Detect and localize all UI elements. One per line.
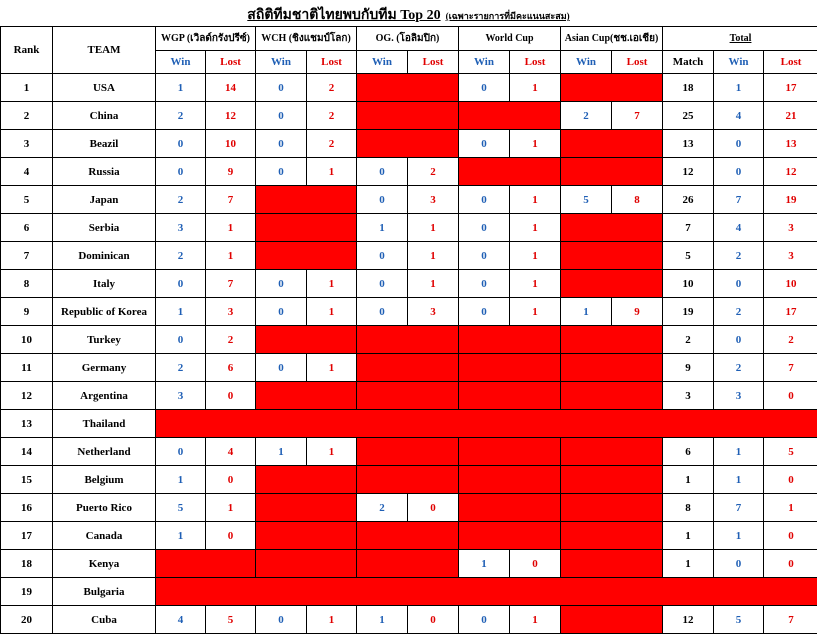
wgp-win-cell: 1 <box>156 522 206 550</box>
wgp-lost-cell: 7 <box>206 186 256 214</box>
team-cell: Russia <box>53 158 156 186</box>
ac-win-cell: 2 <box>561 102 612 130</box>
team-cell: Argentina <box>53 382 156 410</box>
blocked-cell <box>561 74 663 102</box>
wch-win-cell: 1 <box>256 438 307 466</box>
total-match-cell: 3 <box>663 382 714 410</box>
wc-lost-cell: 1 <box>510 242 561 270</box>
table-row <box>1 326 817 354</box>
total-lost-cell: 2 <box>764 326 817 354</box>
team-cell: Belgium <box>53 466 156 494</box>
ac-lost-cell: 7 <box>612 102 663 130</box>
total-lost-cell: 17 <box>764 74 817 102</box>
total-win-cell: 0 <box>714 130 764 158</box>
total-lost-cell: 3 <box>764 214 817 242</box>
table-row <box>1 494 817 522</box>
total-match-cell: 1 <box>663 522 714 550</box>
total-match-cell: 7 <box>663 214 714 242</box>
rank-cell: 9 <box>1 298 53 326</box>
blocked-cell <box>357 522 459 550</box>
blocked-cell <box>459 382 561 410</box>
total-lost-cell: 3 <box>764 242 817 270</box>
total-win-cell: 4 <box>714 102 764 130</box>
total-match-cell: 1 <box>663 550 714 578</box>
blocked-cell <box>561 242 663 270</box>
total-match-cell: 12 <box>663 158 714 186</box>
blocked-cell <box>256 550 357 578</box>
table-row <box>1 270 817 298</box>
ac-win-cell: 1 <box>561 298 612 326</box>
wch-lost-cell: 1 <box>307 606 357 634</box>
blocked-cell <box>357 102 459 130</box>
wc-lost-cell: 1 <box>510 130 561 158</box>
rank-cell: 4 <box>1 158 53 186</box>
og-win-cell: 0 <box>357 298 408 326</box>
wgp-lost-cell: 7 <box>206 270 256 298</box>
wc-win-cell: 1 <box>459 550 510 578</box>
total-lost-cell: 19 <box>764 186 817 214</box>
total-lost-cell: 13 <box>764 130 817 158</box>
blocked-cell <box>561 550 663 578</box>
wgp-win-cell: 1 <box>156 298 206 326</box>
blocked-cell <box>357 326 459 354</box>
blocked-cell <box>357 130 459 158</box>
wgp-lost-cell: 1 <box>206 494 256 522</box>
subheader-lost: Lost <box>206 51 256 74</box>
team-cell: Kenya <box>53 550 156 578</box>
wc-lost-cell: 1 <box>510 214 561 242</box>
rank-cell: 10 <box>1 326 53 354</box>
og-lost-cell: 0 <box>408 606 459 634</box>
total-match-cell: 1 <box>663 466 714 494</box>
total-win-cell: 0 <box>714 158 764 186</box>
og-lost-cell: 3 <box>408 186 459 214</box>
team-cell: Turkey <box>53 326 156 354</box>
og-lost-cell: 1 <box>408 214 459 242</box>
total-match-cell: 5 <box>663 242 714 270</box>
blocked-cell <box>256 214 357 242</box>
wgp-win-cell: 0 <box>156 326 206 354</box>
blocked-cell <box>561 326 663 354</box>
total-win-cell: 7 <box>714 494 764 522</box>
subheader-win: Win <box>156 51 206 74</box>
team-cell: Dominican <box>53 242 156 270</box>
blocked-cell <box>256 242 357 270</box>
team-cell: USA <box>53 74 156 102</box>
team-cell: Japan <box>53 186 156 214</box>
blocked-cell <box>459 158 561 186</box>
total-match-cell: 25 <box>663 102 714 130</box>
wgp-lost-cell: 3 <box>206 298 256 326</box>
blocked-cell <box>459 326 561 354</box>
blocked-cell <box>561 130 663 158</box>
total-win-cell: 0 <box>714 270 764 298</box>
total-win-cell: 2 <box>714 298 764 326</box>
blocked-cell <box>459 522 561 550</box>
wc-lost-cell: 1 <box>510 298 561 326</box>
rank-cell: 14 <box>1 438 53 466</box>
rank-cell: 18 <box>1 550 53 578</box>
wgp-lost-cell: 4 <box>206 438 256 466</box>
wgp-win-cell: 2 <box>156 242 206 270</box>
blocked-cell <box>156 578 817 606</box>
wgp-lost-cell: 0 <box>206 466 256 494</box>
subheader-lost: Lost <box>408 51 459 74</box>
wch-win-cell: 0 <box>256 606 307 634</box>
rank-cell: 13 <box>1 410 53 438</box>
table-row <box>1 354 817 382</box>
team-cell: Canada <box>53 522 156 550</box>
og-lost-cell: 1 <box>408 270 459 298</box>
total-lost-cell: 0 <box>764 382 817 410</box>
header-rank: Rank <box>1 27 53 74</box>
total-win-cell: 7 <box>714 186 764 214</box>
total-lost-cell: 1 <box>764 494 817 522</box>
rank-cell: 8 <box>1 270 53 298</box>
blocked-cell <box>561 270 663 298</box>
blocked-cell <box>156 410 817 438</box>
total-win-cell: 4 <box>714 214 764 242</box>
og-win-cell: 1 <box>357 606 408 634</box>
team-cell: Cuba <box>53 606 156 634</box>
wc-lost-cell: 1 <box>510 606 561 634</box>
og-win-cell: 0 <box>357 186 408 214</box>
team-cell: Beazil <box>53 130 156 158</box>
subheader-win: Win <box>561 51 612 74</box>
team-cell: Italy <box>53 270 156 298</box>
subheader-lost: Lost <box>510 51 561 74</box>
blocked-cell <box>561 466 663 494</box>
header-group-og: OG. (โอลิมปิก) <box>357 27 459 51</box>
rank-cell: 7 <box>1 242 53 270</box>
table-row <box>1 410 817 438</box>
subheader-lost: Lost <box>764 51 817 74</box>
table-row <box>1 242 817 270</box>
wch-lost-cell: 1 <box>307 298 357 326</box>
blocked-cell <box>561 354 663 382</box>
wc-win-cell: 0 <box>459 270 510 298</box>
blocked-cell <box>156 550 256 578</box>
team-cell: Puerto Rico <box>53 494 156 522</box>
og-win-cell: 1 <box>357 214 408 242</box>
wch-lost-cell: 1 <box>307 438 357 466</box>
header-group-total <box>663 27 817 51</box>
wc-lost-cell: 0 <box>510 550 561 578</box>
header-group-wgp: WGP (เวิลด์กรังปรีซ์) <box>156 27 256 51</box>
total-lost-cell: 5 <box>764 438 817 466</box>
ac-win-cell: 5 <box>561 186 612 214</box>
blocked-cell <box>256 522 357 550</box>
total-lost-cell: 7 <box>764 354 817 382</box>
team-cell: Germany <box>53 354 156 382</box>
wgp-lost-cell: 9 <box>206 158 256 186</box>
wgp-win-cell: 3 <box>156 214 206 242</box>
total-win-cell: 2 <box>714 242 764 270</box>
ac-lost-cell: 8 <box>612 186 663 214</box>
total-lost-cell: 17 <box>764 298 817 326</box>
rank-cell: 6 <box>1 214 53 242</box>
blocked-cell <box>357 550 459 578</box>
header-group-worldcup: World Cup <box>459 27 561 51</box>
total-match-cell: 6 <box>663 438 714 466</box>
rank-cell: 3 <box>1 130 53 158</box>
total-win-cell: 0 <box>714 550 764 578</box>
total-win-cell: 5 <box>714 606 764 634</box>
subheader-match: Match <box>663 51 714 74</box>
blocked-cell <box>561 382 663 410</box>
blocked-cell <box>561 214 663 242</box>
total-match-cell: 19 <box>663 298 714 326</box>
table-title <box>0 4 817 24</box>
blocked-cell <box>459 466 561 494</box>
wch-lost-cell: 2 <box>307 130 357 158</box>
table-row <box>1 102 817 130</box>
wgp-win-cell: 4 <box>156 606 206 634</box>
wgp-lost-cell: 12 <box>206 102 256 130</box>
og-lost-cell: 2 <box>408 158 459 186</box>
og-lost-cell: 0 <box>408 494 459 522</box>
wgp-lost-cell: 14 <box>206 74 256 102</box>
wch-lost-cell: 1 <box>307 354 357 382</box>
table-row <box>1 382 817 410</box>
rank-cell: 1 <box>1 74 53 102</box>
wgp-win-cell: 3 <box>156 382 206 410</box>
og-lost-cell: 3 <box>408 298 459 326</box>
total-win-cell: 1 <box>714 74 764 102</box>
total-match-cell: 8 <box>663 494 714 522</box>
wc-win-cell: 0 <box>459 606 510 634</box>
rank-cell: 11 <box>1 354 53 382</box>
wgp-lost-cell: 2 <box>206 326 256 354</box>
table-row <box>1 522 817 550</box>
header-total-label: Total <box>729 33 752 44</box>
wgp-win-cell: 1 <box>156 466 206 494</box>
wch-lost-cell: 2 <box>307 74 357 102</box>
wgp-win-cell: 2 <box>156 102 206 130</box>
blocked-cell <box>459 102 561 130</box>
wc-win-cell: 0 <box>459 214 510 242</box>
wc-win-cell: 0 <box>459 242 510 270</box>
rank-cell: 2 <box>1 102 53 130</box>
wgp-lost-cell: 1 <box>206 214 256 242</box>
wgp-win-cell: 1 <box>156 74 206 102</box>
blocked-cell <box>561 438 663 466</box>
total-win-cell: 3 <box>714 382 764 410</box>
rank-cell: 20 <box>1 606 53 634</box>
wch-win-cell: 0 <box>256 354 307 382</box>
og-win-cell: 2 <box>357 494 408 522</box>
wc-lost-cell: 1 <box>510 186 561 214</box>
blocked-cell <box>357 354 459 382</box>
total-match-cell: 13 <box>663 130 714 158</box>
blocked-cell <box>357 74 459 102</box>
total-lost-cell: 0 <box>764 550 817 578</box>
og-lost-cell: 1 <box>408 242 459 270</box>
blocked-cell <box>459 438 561 466</box>
wgp-lost-cell: 6 <box>206 354 256 382</box>
total-lost-cell: 10 <box>764 270 817 298</box>
team-cell: Netherland <box>53 438 156 466</box>
table-row <box>1 438 817 466</box>
team-cell: China <box>53 102 156 130</box>
table-row <box>1 606 817 634</box>
title-note: (เฉพาะรายการที่มีคะแนนสะสม) <box>445 11 570 21</box>
wgp-lost-cell: 1 <box>206 242 256 270</box>
og-win-cell: 0 <box>357 242 408 270</box>
rank-cell: 17 <box>1 522 53 550</box>
rank-cell: 15 <box>1 466 53 494</box>
blocked-cell <box>561 494 663 522</box>
table-row <box>1 214 817 242</box>
total-match-cell: 10 <box>663 270 714 298</box>
total-match-cell: 2 <box>663 326 714 354</box>
wgp-win-cell: 0 <box>156 130 206 158</box>
blocked-cell <box>459 354 561 382</box>
table-row <box>1 550 817 578</box>
total-match-cell: 18 <box>663 74 714 102</box>
team-cell: Bulgaria <box>53 578 156 606</box>
og-win-cell: 0 <box>357 158 408 186</box>
wgp-lost-cell: 0 <box>206 522 256 550</box>
blocked-cell <box>256 466 357 494</box>
total-lost-cell: 12 <box>764 158 817 186</box>
table-row <box>1 298 817 326</box>
wch-win-cell: 0 <box>256 102 307 130</box>
header-group-wch: WCH (ชิงแชมป์โลก) <box>256 27 357 51</box>
table-row <box>1 130 817 158</box>
table-row <box>1 466 817 494</box>
wc-win-cell: 0 <box>459 186 510 214</box>
total-lost-cell: 21 <box>764 102 817 130</box>
total-lost-cell: 0 <box>764 466 817 494</box>
ac-lost-cell: 9 <box>612 298 663 326</box>
wc-lost-cell: 1 <box>510 270 561 298</box>
wch-win-cell: 0 <box>256 74 307 102</box>
wgp-win-cell: 2 <box>156 354 206 382</box>
og-win-cell: 0 <box>357 270 408 298</box>
wgp-lost-cell: 10 <box>206 130 256 158</box>
rank-cell: 19 <box>1 578 53 606</box>
blocked-cell <box>256 326 357 354</box>
wc-lost-cell: 1 <box>510 74 561 102</box>
total-win-cell: 0 <box>714 326 764 354</box>
title-text: สถิติทีมชาติไทยพบกับทีม Top 20 <box>247 8 441 23</box>
blocked-cell <box>561 158 663 186</box>
total-win-cell: 1 <box>714 438 764 466</box>
table-row <box>1 578 817 606</box>
wch-lost-cell: 2 <box>307 102 357 130</box>
subheader-win: Win <box>714 51 764 74</box>
wch-win-cell: 0 <box>256 130 307 158</box>
total-match-cell: 26 <box>663 186 714 214</box>
wgp-win-cell: 2 <box>156 186 206 214</box>
blocked-cell <box>561 522 663 550</box>
total-match-cell: 12 <box>663 606 714 634</box>
header-row-groups <box>1 27 817 51</box>
total-win-cell: 1 <box>714 522 764 550</box>
team-cell: Republic of Korea <box>53 298 156 326</box>
wc-win-cell: 0 <box>459 298 510 326</box>
total-lost-cell: 7 <box>764 606 817 634</box>
subheader-win: Win <box>357 51 408 74</box>
table-row <box>1 74 817 102</box>
wch-win-cell: 0 <box>256 270 307 298</box>
total-lost-cell: 0 <box>764 522 817 550</box>
wgp-win-cell: 0 <box>156 158 206 186</box>
rank-cell: 12 <box>1 382 53 410</box>
subheader-win: Win <box>256 51 307 74</box>
wc-win-cell: 0 <box>459 74 510 102</box>
blocked-cell <box>459 494 561 522</box>
wch-win-cell: 0 <box>256 158 307 186</box>
header-team: TEAM <box>53 27 156 74</box>
wgp-lost-cell: 0 <box>206 382 256 410</box>
wch-lost-cell: 1 <box>307 158 357 186</box>
team-cell: Serbia <box>53 214 156 242</box>
wgp-win-cell: 0 <box>156 270 206 298</box>
subheader-win: Win <box>459 51 510 74</box>
rank-cell: 16 <box>1 494 53 522</box>
wgp-win-cell: 5 <box>156 494 206 522</box>
blocked-cell <box>256 382 357 410</box>
blocked-cell <box>357 438 459 466</box>
rank-cell: 5 <box>1 186 53 214</box>
wgp-win-cell: 0 <box>156 438 206 466</box>
total-win-cell: 1 <box>714 466 764 494</box>
blocked-cell <box>256 494 357 522</box>
blocked-cell <box>561 606 663 634</box>
subheader-lost: Lost <box>307 51 357 74</box>
total-win-cell: 2 <box>714 354 764 382</box>
blocked-cell <box>357 382 459 410</box>
blocked-cell <box>357 466 459 494</box>
wgp-lost-cell: 5 <box>206 606 256 634</box>
wc-win-cell: 0 <box>459 130 510 158</box>
table-row <box>1 186 817 214</box>
wch-win-cell: 0 <box>256 298 307 326</box>
header-group-asiancup: Asian Cup(ชช.เอเชีย) <box>561 27 663 51</box>
subheader-lost: Lost <box>612 51 663 74</box>
stats-table <box>0 26 817 634</box>
blocked-cell <box>256 186 357 214</box>
wch-lost-cell: 1 <box>307 270 357 298</box>
total-match-cell: 9 <box>663 354 714 382</box>
table-row <box>1 158 817 186</box>
team-cell: Thailand <box>53 410 156 438</box>
